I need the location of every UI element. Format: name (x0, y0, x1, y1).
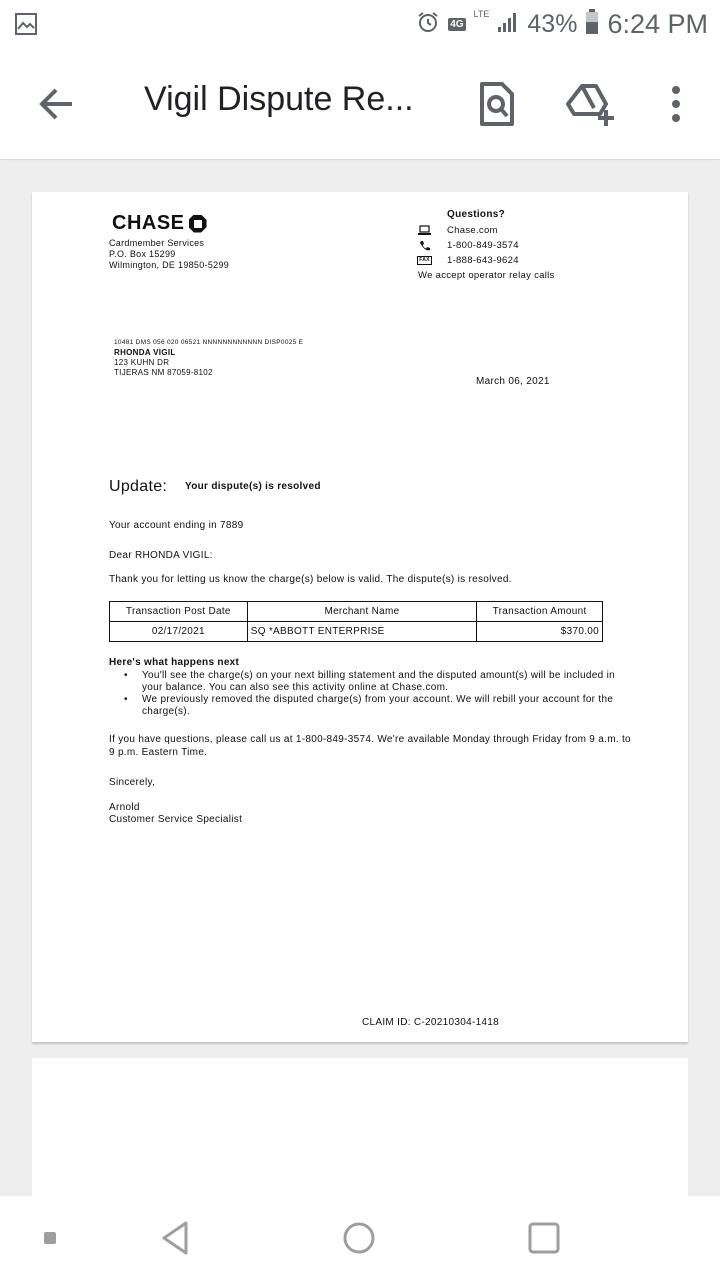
table-cell: 02/17/2021 (110, 622, 248, 642)
transaction-table (109, 601, 603, 642)
questions-phone (418, 240, 519, 251)
clock: 6:24 PM (607, 8, 708, 39)
document-title: Vigil Dispute Re... (144, 80, 414, 118)
sender-line: Cardmember Services (109, 238, 205, 248)
sender-line: P.O. Box 15299 (109, 249, 176, 259)
more-vert-icon[interactable] (652, 80, 700, 128)
column-header: Merchant Name (247, 602, 476, 622)
signer-name: Arnold (109, 802, 140, 813)
pdf-page-next (32, 1058, 688, 1196)
recipient-address (114, 338, 303, 378)
recents-square-small-icon[interactable] (28, 1216, 72, 1260)
column-header: Transaction Amount (477, 602, 603, 622)
letter-date: March 06, 2021 (476, 376, 550, 387)
app-bar (0, 48, 720, 160)
contact-paragraph: If you have questions, please call us at 1-800-849-3574. We're available Monday through Friday from 9 a.m. to 9 p.m. Eastern Time. (109, 734, 631, 758)
fax-icon (418, 255, 431, 266)
table-header-row (110, 602, 603, 622)
image-icon (14, 12, 38, 36)
questions-heading: Questions? (447, 209, 506, 220)
status-bar (0, 0, 720, 48)
back-arrow-icon[interactable] (34, 82, 78, 126)
recipient-name: RHONDA VIGIL (114, 347, 176, 357)
phone-icon (418, 240, 431, 251)
network-type: 4G (450, 18, 464, 30)
lte-label: LTE (473, 9, 490, 19)
website-text: Chase.com (447, 225, 498, 236)
sender-line: Wilmington, DE 19850-5299 (109, 260, 230, 270)
update-subject: Your dispute(s) is resolved (185, 481, 321, 492)
battery-icon (585, 9, 599, 40)
laptop-icon (418, 225, 431, 236)
account-line: Your account ending in 7889 (109, 520, 244, 531)
overview-square-icon[interactable] (522, 1216, 566, 1260)
pdf-viewer[interactable] (0, 161, 720, 1196)
signer-title: Customer Service Specialist (109, 814, 243, 825)
pdf-page (32, 192, 688, 1042)
system-nav-bar (0, 1196, 720, 1280)
table-cell: SQ *ABBOTT ENTERPRISE (247, 622, 476, 642)
relay-text: We accept operator relay calls (418, 270, 555, 281)
fax-label: FAX (419, 257, 430, 263)
table-row (110, 622, 603, 642)
list-item (126, 670, 626, 694)
alarm-icon (416, 10, 440, 39)
table-cell: $370.00 (477, 622, 603, 642)
fax-text: 1-888-643-9624 (447, 255, 519, 266)
next-steps-heading: Here's what happens next (109, 657, 240, 668)
sender-address (109, 238, 229, 271)
update-heading: Update: (109, 478, 168, 495)
signal-icon (497, 11, 519, 38)
recipient-street: 123 KUHN DR (114, 358, 170, 367)
add-to-drive-icon[interactable] (566, 80, 614, 128)
questions-website (418, 225, 498, 236)
back-triangle-icon[interactable] (153, 1216, 197, 1260)
battery-percent: 43% (527, 9, 578, 38)
logo-text: CHASE (112, 212, 185, 234)
find-in-page-icon[interactable] (472, 80, 520, 128)
phone-text: 1-800-849-3574 (447, 240, 519, 251)
claim-id: CLAIM ID: C-20210304-1418 (362, 1017, 500, 1028)
address-code: 10481 DMS 056 020 06521 NNNNNNNNNNNN DISP0025 E (114, 339, 304, 346)
closing: Sincerely, (109, 777, 156, 788)
bullet-text: • You'll see the charge(s) on your next billing statement and the disputed amount(s) will be included in your balance. You can also see this activity online at Chase.com. (142, 670, 615, 693)
chase-logo (112, 212, 207, 235)
questions-fax (418, 255, 519, 266)
bullet-text: • We previously removed the disputed charge(s) from your account. We will rebill your account for the charge(s). (142, 694, 614, 717)
chase-octagon-icon (189, 215, 207, 233)
home-circle-icon[interactable] (337, 1216, 381, 1260)
recipient-city: TIJERAS NM 87059-8102 (114, 368, 213, 377)
list-item (126, 694, 626, 718)
greeting: Dear RHONDA VIGIL: (109, 550, 213, 561)
intro-text: Thank you for letting us know the charge(s) below is valid. The dispute(s) is resolved. (109, 574, 512, 585)
column-header: Transaction Post Date (110, 602, 248, 622)
